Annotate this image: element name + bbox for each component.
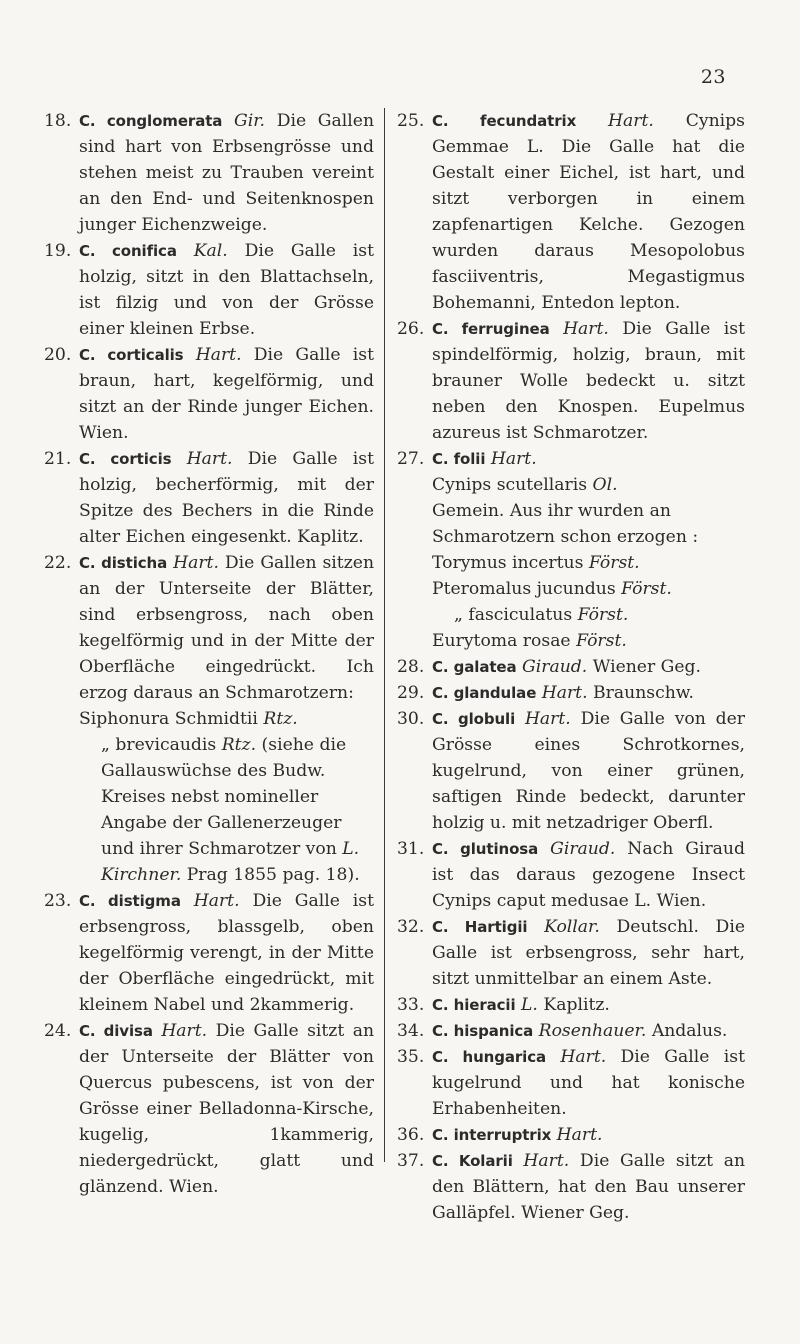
entry-number: 36. bbox=[397, 1125, 425, 1145]
entry-description: Die Gallen sind hart von Erbsengrösse und stehen meist zu Trauben vereint an den End- und Seitenknospen junger Eichenzweige. bbox=[79, 111, 375, 235]
species-entry bbox=[44, 238, 374, 342]
parasite-author: Först. bbox=[588, 553, 640, 573]
species-author: Giraud. bbox=[550, 839, 616, 859]
parasite-name: Cynips scutellaris bbox=[432, 475, 593, 495]
entry-description: Die Galle von der Grösse eines Schrotkornes, kugelrund, von einer grünen, saftigen Rinde bedeckt, darunter holzig u. mit netzadriger Oberfl. bbox=[432, 709, 746, 833]
entry-description: Die Galle sitzt an den Blättern, hat den Bau unserer Galläpfel. Wiener Geg. bbox=[432, 1151, 746, 1223]
species-entry bbox=[44, 888, 374, 1018]
parasite-name: „ brevicaudis bbox=[101, 735, 222, 755]
parasite-line bbox=[432, 602, 745, 628]
species-author: Hart. bbox=[490, 449, 537, 469]
species-entry bbox=[44, 550, 374, 888]
page-number: 23 bbox=[700, 66, 726, 88]
species-name: C. glandulae bbox=[432, 684, 537, 702]
species-name: C. Kolarii bbox=[432, 1152, 513, 1170]
parasite-line bbox=[79, 732, 374, 888]
species-entry bbox=[44, 108, 374, 238]
species-name: C. corticis bbox=[79, 450, 172, 468]
species-entry bbox=[397, 1122, 745, 1148]
entry-number: 28. bbox=[397, 657, 425, 677]
entry-description: Braunschw. bbox=[593, 683, 694, 703]
species-entry bbox=[397, 1018, 745, 1044]
entry-number: 33. bbox=[397, 995, 425, 1015]
entry-number: 21. bbox=[44, 449, 72, 469]
species-entry bbox=[397, 1148, 745, 1226]
parasite-line bbox=[432, 550, 745, 576]
entry-description: Kaplitz. bbox=[543, 995, 610, 1015]
species-name: C. hispanica bbox=[432, 1022, 534, 1040]
entry-description: Die Galle ist spindelförmig, holzig, braun, mit brauner Wolle bedeckt u. sitzt neben den Knospen. Eupelmus azureus ist Schmarotzer. bbox=[432, 319, 746, 443]
parasite-line bbox=[432, 576, 745, 602]
species-name: C. distigma bbox=[79, 892, 181, 910]
parasite-author: Rtz. bbox=[221, 735, 257, 755]
parasite-author: Först. bbox=[577, 605, 629, 625]
species-name: C. hieracii bbox=[432, 996, 516, 1014]
species-author: Hart. bbox=[556, 1125, 603, 1145]
entry-description: Die Galle sitzt an der Unterseite der Blätter von Quercus pubescens, ist von der Grösse einer Belladonna-Kirsche, kugelig, 1kammerig, niedergedrückt, glatt und glänzend. Wien. bbox=[79, 1021, 375, 1197]
species-name: C. Hartigii bbox=[432, 918, 528, 936]
entry-description: Die Galle ist holzig, sitzt in den Blattachseln, ist filzig und von der Grösse einer kleinen Erbse. bbox=[79, 241, 374, 339]
entry-number: 22. bbox=[44, 553, 72, 573]
species-entry bbox=[397, 914, 745, 992]
entry-number: 32. bbox=[397, 917, 425, 937]
two-column-body bbox=[44, 108, 746, 1226]
species-author: Hart. bbox=[186, 449, 233, 469]
entry-number: 25. bbox=[397, 111, 425, 131]
entry-description: Die Galle ist erbsengross, blassgelb, oben kegelförmig verengt, in der Mitte der Oberfläche eingedrückt, mit kleinem Nabel und 2kammerig. bbox=[79, 891, 374, 1015]
entry-number: 23. bbox=[44, 891, 72, 911]
species-entry bbox=[44, 1018, 374, 1200]
species-author: Rosenhauer. bbox=[538, 1021, 647, 1041]
entry-description: Cynips Gemmae L. Die Galle hat die Gestalt einer Eichel, ist hart, und sitzt verborgen in einem zapfenartigen Kelche. Gezogen wurden daraus Mesopolobus fasciiventris, Megastigmus Bohemanni, Entedon lepton. bbox=[432, 111, 745, 313]
entry-description: Nach Giraud ist das daraus gezogene Insect Cynips caput medusae L. Wien. bbox=[432, 839, 745, 911]
species-name: C. folii bbox=[432, 450, 486, 468]
entry-number: 35. bbox=[397, 1047, 425, 1067]
species-author: Kal. bbox=[193, 241, 228, 261]
column-divider bbox=[384, 108, 385, 1162]
species-entry bbox=[397, 836, 745, 914]
parasite-line bbox=[432, 498, 745, 550]
reference-author: L. Kirchner. bbox=[101, 839, 360, 885]
entry-description: Die Gallen sitzen an der Unterseite der Blätter, sind erbsengross, nach oben kegelförmig und in der Mitte der Oberfläche eingedrückt. Ich erzog daraus an Schmarotzern: bbox=[79, 553, 375, 703]
parasite-line bbox=[432, 472, 745, 498]
species-entry bbox=[44, 446, 374, 550]
entry-number: 37. bbox=[397, 1151, 425, 1171]
entry-description: Deutschl. Die Galle ist erbsengross, sehr hart, sitzt unmittelbar an einem Aste. bbox=[432, 917, 745, 989]
parasite-name: Siphonura Schmidtii bbox=[79, 709, 264, 729]
entry-number: 24. bbox=[44, 1021, 72, 1041]
parasite-line bbox=[79, 706, 374, 732]
species-author: L. bbox=[521, 995, 538, 1015]
species-author: Hart. bbox=[563, 319, 609, 339]
species-name: C. conifica bbox=[79, 242, 177, 260]
species-entry bbox=[397, 316, 745, 446]
parasite-name: Eurytoma rosae bbox=[432, 631, 577, 651]
entry-number: 18. bbox=[44, 111, 72, 131]
species-name: C. divisa bbox=[79, 1022, 153, 1040]
parasite-author: Ol. bbox=[592, 475, 618, 495]
species-author: Hart. bbox=[193, 891, 240, 911]
species-name: C. globuli bbox=[432, 710, 516, 728]
species-author: Hart. bbox=[541, 683, 588, 703]
parasite-name: Torymus incertus bbox=[432, 553, 589, 573]
entry-number: 34. bbox=[397, 1021, 425, 1041]
entry-number: 20. bbox=[44, 345, 72, 365]
species-author: Kollar. bbox=[544, 917, 600, 937]
species-entry bbox=[397, 108, 745, 316]
species-name: C. hungarica bbox=[432, 1048, 547, 1066]
species-name: C. corticalis bbox=[79, 346, 184, 364]
entry-number: 30. bbox=[397, 709, 425, 729]
parasite-author: Rtz. bbox=[263, 709, 298, 729]
parasite-name: Pteromalus jucundus bbox=[432, 579, 622, 599]
parasite-author: Först. bbox=[576, 631, 627, 651]
species-name: C. conglomerata bbox=[79, 112, 223, 130]
parasite-note: (siehe die Gallauswüchse des Budw. Kreises nebst nomineller Angabe der Gallenerzeuger und ihrer Schmarotzer von bbox=[101, 735, 347, 859]
entry-description: Die Galle ist kugelrund und hat konische Erhabenheiten. bbox=[432, 1047, 745, 1119]
entry-number: 29. bbox=[397, 683, 425, 703]
species-name: C. disticha bbox=[79, 554, 168, 572]
species-entry bbox=[397, 706, 745, 836]
species-author: Hart. bbox=[560, 1047, 607, 1067]
species-entry bbox=[397, 992, 745, 1018]
entry-number: 31. bbox=[397, 839, 425, 859]
species-author: Hart. bbox=[195, 345, 242, 365]
species-entry bbox=[44, 342, 374, 446]
species-name: C. glutinosa bbox=[432, 840, 539, 858]
right-column bbox=[397, 108, 745, 1226]
species-name: C. ferruginea bbox=[432, 320, 550, 338]
species-entry bbox=[397, 680, 745, 706]
species-author: Gir. bbox=[233, 111, 266, 131]
species-entry bbox=[397, 654, 745, 680]
entry-description: Die Galle ist braun, hart, kegelförmig, und sitzt an der Rinde junger Eichen. Wien. bbox=[79, 345, 375, 443]
parasite-line bbox=[432, 628, 745, 654]
species-entry bbox=[397, 446, 745, 654]
entry-description: Andalus. bbox=[651, 1021, 728, 1041]
species-author: Hart. bbox=[161, 1021, 208, 1041]
entry-number: 19. bbox=[44, 241, 72, 261]
left-column bbox=[44, 108, 374, 1226]
species-name: C. fecundatrix bbox=[432, 112, 577, 130]
entry-number: 27. bbox=[397, 449, 425, 469]
parasite-author: Först. bbox=[621, 579, 672, 599]
species-entry bbox=[397, 1044, 745, 1122]
species-author: Hart. bbox=[524, 709, 571, 729]
species-author: Giraud. bbox=[522, 657, 588, 677]
species-name: C. interruptrix bbox=[432, 1126, 552, 1144]
species-author: Hart. bbox=[608, 111, 654, 131]
entry-description: Die Galle ist holzig, becherförmig, mit der Spitze des Bechers in die Rinde alter Eichen eingesenkt. Kaplitz. bbox=[79, 449, 375, 547]
parasite-name: Gemein. Aus ihr wurden an Schmarotzern schon erzogen : bbox=[432, 501, 699, 547]
entry-description: Wiener Geg. bbox=[592, 657, 702, 677]
species-author: Hart. bbox=[173, 553, 219, 573]
reference-note: Prag 1855 pag. 18). bbox=[181, 865, 360, 885]
species-name: C. galatea bbox=[432, 658, 517, 676]
species-author: Hart. bbox=[523, 1151, 570, 1171]
parasite-name: „ fasciculatus bbox=[454, 605, 578, 625]
entry-number: 26. bbox=[397, 319, 425, 339]
